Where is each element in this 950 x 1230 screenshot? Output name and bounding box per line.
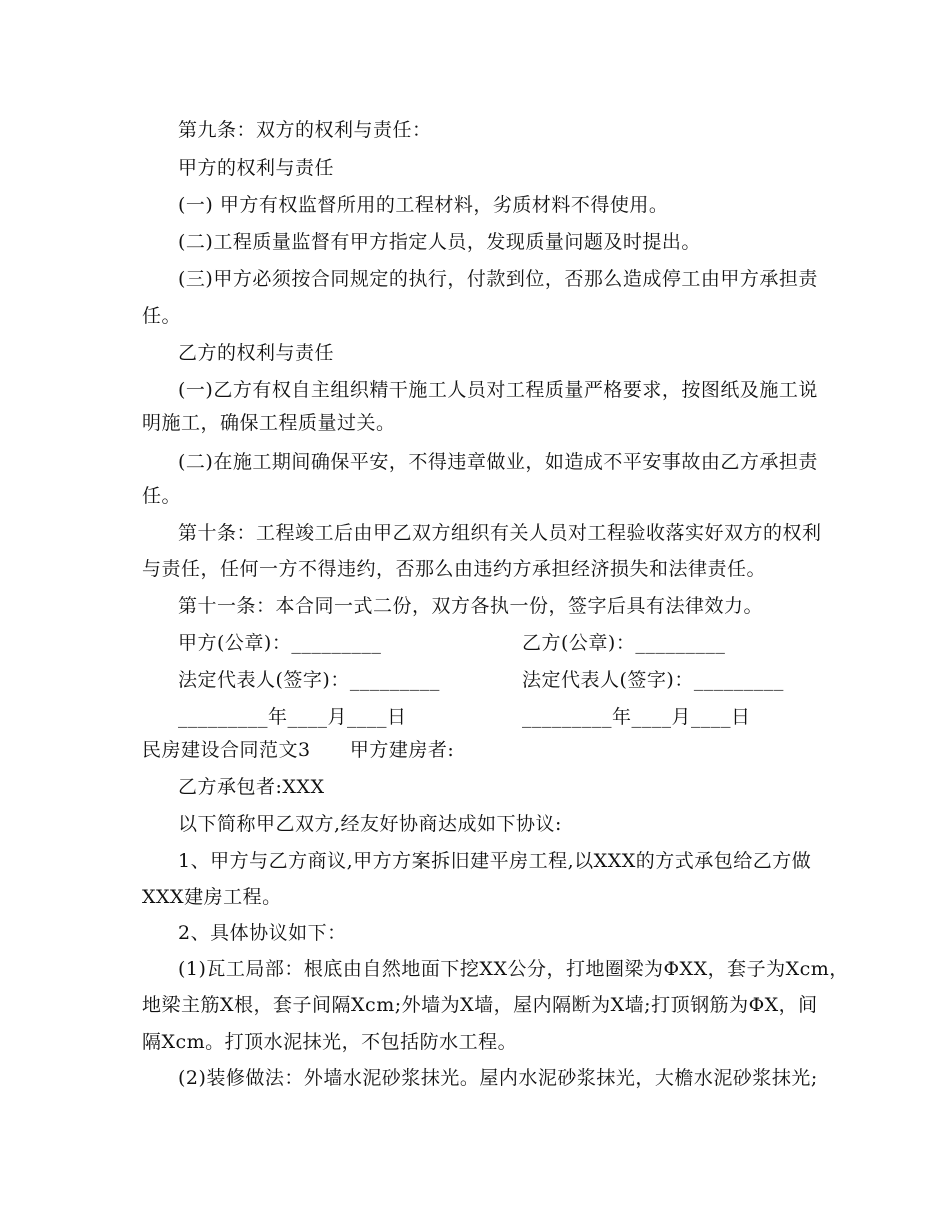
party-a-rep-line: 法定代表人(签字)：_________ — [178, 669, 440, 691]
party-a-rights-heading: 甲方的权利与责任 — [178, 157, 335, 179]
party-b-seal-line: 乙方(公章)：_________ — [522, 632, 726, 654]
party-b-clause-2-cont: 任。 — [142, 485, 182, 507]
item-1-cont: XXX建房工程。 — [142, 886, 282, 908]
party-a-clause-3: (三)甲方必须按合同规定的执行，付款到位，否那么造成停工由甲方承担责 — [178, 268, 818, 290]
article-10: 第十条：工程竣工后由甲乙双方组织有关人员对工程验收落实好双方的权利 — [178, 522, 822, 544]
contractor-line: 乙方承包者:XXX — [178, 776, 325, 798]
party-b-clause-1: (一)乙方有权自主组织精干施工人员对工程质量严格要求，按图纸及施工说 — [178, 379, 818, 401]
section-3-heading: 民房建设合同范文3 甲方建房者: — [142, 739, 455, 761]
party-b-rights-heading: 乙方的权利与责任 — [178, 342, 335, 364]
article-10-cont: 与责任，任何一方不得违约，否那么由违约方承担经济损失和法律责任。 — [142, 558, 767, 580]
item-1: 1、甲方与乙方商议,甲方方案拆旧建平房工程,以XXX的方式承包给乙方做 — [178, 850, 812, 872]
sub-item-1-cont-2: 隔Xcm。打顶水泥抹光，不包括防水工程。 — [142, 1031, 518, 1053]
party-a-date-line: _________年____月____日 — [178, 706, 407, 728]
sub-item-2: (2)装修做法：外墙水泥砂浆抹光。屋内水泥砂浆抹光，大檐水泥砂浆抹光; — [178, 1067, 818, 1089]
party-a-clause-1: (一) 甲方有权监督所用的工程材料，劣质材料不得使用。 — [178, 194, 669, 216]
party-a-clause-2: (二)工程质量监督有甲方指定人员，发现质量问题及时提出。 — [178, 231, 701, 253]
article-9-heading: 第九条：双方的权利与责任： — [178, 119, 432, 141]
agreement-intro: 以下简称甲乙双方,经友好协商达成如下协议: — [178, 813, 562, 835]
item-2: 2、具体协议如下： — [178, 922, 347, 944]
party-b-date-line: _________年____月____日 — [522, 706, 751, 728]
party-a-seal-line: 甲方(公章)：_________ — [178, 632, 382, 654]
party-b-clause-1-cont: 明施工，确保工程质量过关。 — [142, 412, 396, 434]
article-11: 第十一条：本合同一式二份，双方各执一份，签字后具有法律效力。 — [178, 595, 764, 617]
sub-item-1: (1)瓦工局部：根底由自然地面下挖XX公分，打地圈梁为ΦXX，套子为Xcm， — [178, 958, 849, 980]
party-a-clause-3-cont: 任。 — [142, 305, 182, 327]
party-b-rep-line: 法定代表人(签字)：_________ — [522, 669, 784, 691]
sub-item-1-cont: 地梁主筋X根，套子间隔Xcm;外墙为X墙，屋内隔断为X墙;打顶钢筋为ΦX，间 — [142, 994, 818, 1016]
party-b-clause-2: (二)在施工期间确保平安，不得违章做业，如造成不平安事故由乙方承担责 — [178, 451, 818, 473]
